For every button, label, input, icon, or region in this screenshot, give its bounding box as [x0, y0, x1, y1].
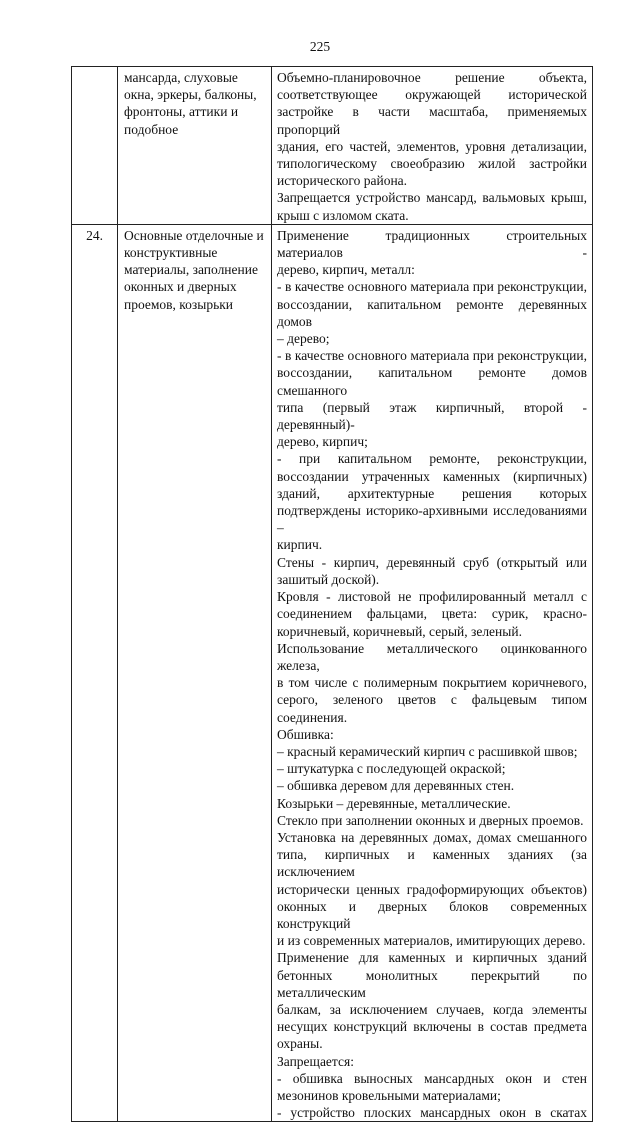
text-line: Установка на деревянных домах, домах смешанного	[277, 829, 587, 845]
text-line: подобное	[124, 121, 179, 137]
text-line: Козырьки – деревянные, металлические.	[277, 795, 511, 811]
text-line: конструктивные	[124, 245, 218, 261]
text-line: кирпич.	[277, 537, 323, 553]
text-line: Объемно-планировочное решение объекта,	[277, 70, 587, 85]
text-line: дерево, кирпич, металл:	[277, 262, 415, 278]
text-line: Запрещается:	[277, 1053, 354, 1069]
requirements-cell	[272, 67, 593, 225]
text-line: коричневый, коричневый, серый, зеленый.	[277, 623, 522, 639]
text-line: охраны.	[277, 1036, 323, 1052]
text-line: - в качестве основного материала при реконструкции,	[277, 279, 587, 295]
text-line: - в качестве основного материала при реконструкции,	[277, 348, 587, 364]
table-row	[72, 67, 593, 225]
text-line: Применение традиционных строительных материалов -	[277, 227, 587, 261]
text-line: – обшивка деревом для деревянных стен.	[277, 778, 515, 794]
text-line: оконных и дверных	[124, 279, 237, 295]
text-line: – дерево;	[277, 331, 330, 347]
text-line: крыш с изломом ската.	[277, 207, 409, 223]
text-line: Основные отделочные и	[124, 227, 264, 243]
text-line: воссоздании, капитальном ремонте домов смешанного	[277, 365, 587, 398]
text-line: мезонинов кровельными материалами;	[277, 1087, 501, 1103]
text-line: соответствующее окружающей исторической	[277, 87, 587, 103]
text-line: Стены - кирпич, деревянный сруб (открытый или	[277, 554, 587, 570]
row-number-cell: 24.	[72, 224, 118, 1122]
text-line: исторически ценных градоформирующих объектов)	[277, 881, 587, 897]
text-line: материалы, заполнение	[124, 262, 258, 278]
text-line: здания, его частей, элементов, уровня детализации,	[277, 138, 587, 154]
text-line: Использование металлического оцинкованного железа,	[277, 640, 587, 673]
text-line: типологическому своеобразию жилой застройки	[277, 156, 587, 172]
text-line: в том числе с полимерным покрытием коричневого,	[277, 675, 587, 691]
text-line: – штукатурка с последующей окраской;	[277, 761, 506, 777]
text-line: застройке в части масштаба, применяемых пропорций	[277, 104, 587, 137]
element-name-cell	[118, 67, 272, 225]
regulations-table	[71, 66, 593, 1122]
row-number-cell	[72, 67, 118, 225]
text-line: несущих конструкций включены в состав предмета	[277, 1019, 587, 1035]
element-name-cell	[118, 224, 272, 1122]
text-line: исторического района.	[277, 173, 408, 189]
requirements-cell	[272, 224, 593, 1122]
page-number: 225	[309, 39, 331, 54]
text-line: окна, эркеры, балконы,	[124, 87, 257, 103]
text-line: проемов, козырьки	[124, 296, 234, 312]
text-line: воссоздании утраченных каменных (кирпичных)	[277, 468, 587, 484]
text-line: воссоздании, капитальном ремонте деревянных домов	[277, 296, 587, 329]
text-line: - устройство плоских мансардных окон в скатах	[277, 1105, 587, 1121]
text-line: зданий, архитектурные решения которых	[277, 485, 587, 501]
text-line: дерево, кирпич;	[277, 434, 368, 450]
text-line: соединением фальцами, цвета: сурик, красно-	[277, 606, 587, 622]
text-line: - при капитальном ремонте, реконструкции,	[277, 451, 587, 467]
text-line: балкам, за исключением случаев, когда элементы	[277, 1001, 587, 1017]
text-line: подтверждены историко-архивными исследованиями –	[277, 503, 587, 536]
table-row	[72, 224, 593, 1122]
text-line: типа (первый этаж кирпичный, второй - деревянный)-	[277, 399, 587, 433]
text-line: зашитый доской).	[277, 571, 380, 587]
text-line: типа, кирпичных и каменных зданиях (за исключением	[277, 847, 587, 880]
text-line: мансарда, слуховые	[124, 70, 238, 85]
text-line: – красный керамический кирпич с расшивкой швов;	[277, 743, 578, 759]
text-line: серого, зеленого цветов с фальцевым типом	[277, 692, 587, 708]
text-line: и из современных материалов, имитирующих дерево.	[277, 933, 586, 949]
text-line: бетонных монолитных перекрытий по металлическим	[277, 967, 587, 1000]
text-line: Стекло при заполнении оконных и дверных проемов.	[277, 812, 584, 828]
text-line: Запрещается устройство мансард, вальмовых крыш,	[277, 190, 587, 206]
text-line: - обшивка выносных мансардных окон и стен	[277, 1070, 587, 1086]
text-line: Кровля - листовой не профилированный металл с	[277, 589, 587, 605]
text-line: Обшивка:	[277, 726, 334, 742]
text-line: оконных и дверных блоков современных конструкций	[277, 898, 587, 931]
text-line: фронтоны, аттики и	[124, 104, 239, 120]
text-line: соединения.	[277, 709, 348, 725]
text-line: Применение для каменных и кирпичных зданий	[277, 950, 587, 966]
